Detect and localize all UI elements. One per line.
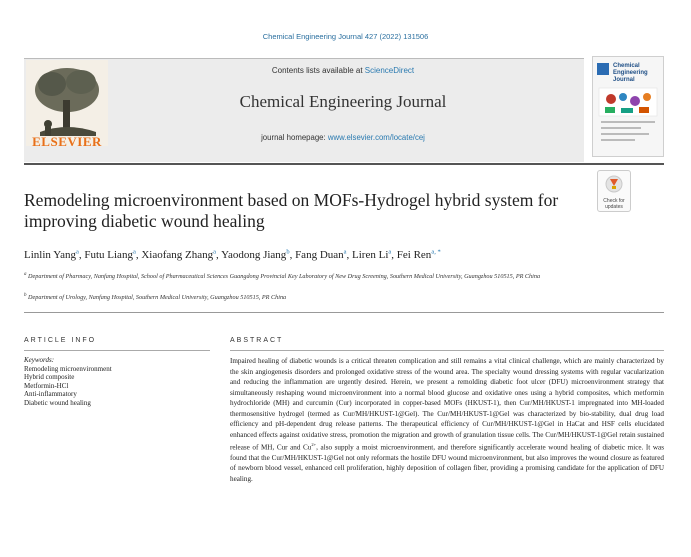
abstract-body [230,356,664,484]
author-list [24,248,664,261]
article-title: Remodeling microenvironment based on MOFs-Hydrogel hybrid system for improving diabetic wound healing [24,190,559,231]
author[interactable] [84,249,141,261]
author-affiliation-mark[interactable]: a [343,248,347,255]
author-name: Fei Ren [396,248,432,261]
header-divider [24,163,664,165]
author-affiliation-mark[interactable]: a [75,248,79,255]
contents-prefix: Contents lists available at [271,66,365,75]
author-separator: , [289,248,296,261]
author-separator: , [78,248,85,261]
check-updates-icon [605,175,623,193]
author-separator: , [216,248,222,261]
affiliation-mark: b [24,293,27,298]
contents-available-line [108,66,578,75]
cover-title: Chemical Engineering Journal [613,63,648,83]
abstract-superscript: 2+ [311,442,317,447]
affiliation-a [24,270,584,282]
author-affiliation-mark[interactable]: a [388,248,392,255]
keyword: Hybrid composite [24,373,75,382]
affiliation-b [24,291,584,303]
homepage-link[interactable]: www.elsevier.com/locate/cej [327,133,425,142]
author-affiliation-mark[interactable]: a [213,248,217,255]
author[interactable] [24,249,84,261]
check-updates-line1: Check for [603,198,625,204]
author[interactable] [397,249,441,261]
keywords-label: Keywords: [24,356,55,364]
author-name: Fang Duan [295,248,344,261]
check-updates-line2: updates [605,204,623,210]
keywords-box [24,356,210,408]
author-separator: , [135,248,142,261]
affiliation-text: Department of Pharmacy, Nanfang Hospital, School of Pharmaceutical Sciences Guangdong Provincial Key Laboratory of New Drug Screening, Southern Medical University, Guangzhou 510515, PR China [28,273,541,281]
journal-cover-thumbnail[interactable] [592,56,664,157]
article-info-divider [24,350,210,351]
sciencedirect-link[interactable]: ScienceDirect [364,66,415,75]
journal-citation[interactable]: Chemical Engineering Journal 427 (2022) 131506 [262,32,429,41]
author-name: Xiaofang Zhang [141,248,214,261]
publisher-name: ELSEVIER [32,134,102,149]
author-name: Linlin Yang [24,248,76,261]
keyword: Remodeling microenvironment [24,364,112,373]
author-name: Yaodong Jiang [221,248,287,261]
author-separator: , [346,248,353,261]
affiliation-text: Department of Urology, Nanfang Hospital, Southern Medical University, Guangzhou 510515, PR China [28,294,287,302]
keyword: Metformin-HCl [24,381,69,390]
abstract-text-part: Impaired healing of diabetic wounds is a critical threaten complication and still remains a vital clinical challenge, which are mainly characterized by the skin angiogenesis disorders and prolonged oxidative stress of the wound area. The specialty wound dressing systems with regular vacularization and reducing the inflammation are urgently desired. Herein, we present a remolding diabetic foot ulcer (DFU) microenvironment strategy that simultaneously reshaping wound microenvironment into a normal blood glucose and oxidative ones using a hybrid composites, which metformin hydrochloride (MH) and curcumin (Cur) incorporated in copper-based MOFs (HKUST-1), then Cur/MH/HKUST-1 impregnated into MH-loaded thermosensitive hydrogel (termed as Cur/MH/HKUST-1@Gel). The Cur/MH/HKUST-1@Gel was characterized by bio-stability, dual drug load efficiency and pH-dependent drug release patterns. The therapeutical efficiency of Cur/MH/HKUST-1@Gel in HaCat and HSF cells elucidated enhanced effects against oxidative stress, promotion the migration and growth of granulation tissue cells. The Cur/MH/HKUST-1@Gel retain sustained release of MH, Cur and Cu [230,357,664,452]
author[interactable] [295,249,352,261]
check-for-updates-button[interactable] [597,170,631,212]
author-name: Liren Li [352,248,389,261]
homepage-prefix: journal homepage: [261,133,328,142]
abstract-heading: ABSTRACT [230,337,284,344]
keyword: Anti-inflammatory [24,390,77,399]
article-info-heading: ARTICLE INFO [24,337,97,344]
affiliation-mark: a [24,272,27,277]
keyword: Diabetic wound healing [24,398,91,407]
affiliation-divider [24,312,664,313]
abstract-divider [230,350,664,351]
author-name: Futu Liang [84,248,133,261]
journal-homepage-line [108,133,578,142]
author-affiliation-mark[interactable]: a, * [431,248,441,255]
abstract-text-part: , also supply a moist microenvironment, and therefore significantly accelerate wound healing of diabetic mice. It was found that the Cur/MH/HKUST-1@Gel not only reformats the hostile DFU wound microenvironment, but also improves the wound closure as featured of newborn blood vessel, enhanced cell proliferation, highly deposition of collagen fiber, providing a promising candidate for the application of DFU healing. [230,443,664,483]
author[interactable] [141,249,221,261]
author-affiliation-mark[interactable]: b [286,248,290,255]
author[interactable] [352,249,397,261]
journal-title[interactable]: Chemical Engineering Journal [239,92,447,111]
cover-artwork-icon [593,57,663,156]
author-separator: , [391,248,397,261]
author-affiliation-mark[interactable]: a [132,248,136,255]
author[interactable] [221,249,295,261]
